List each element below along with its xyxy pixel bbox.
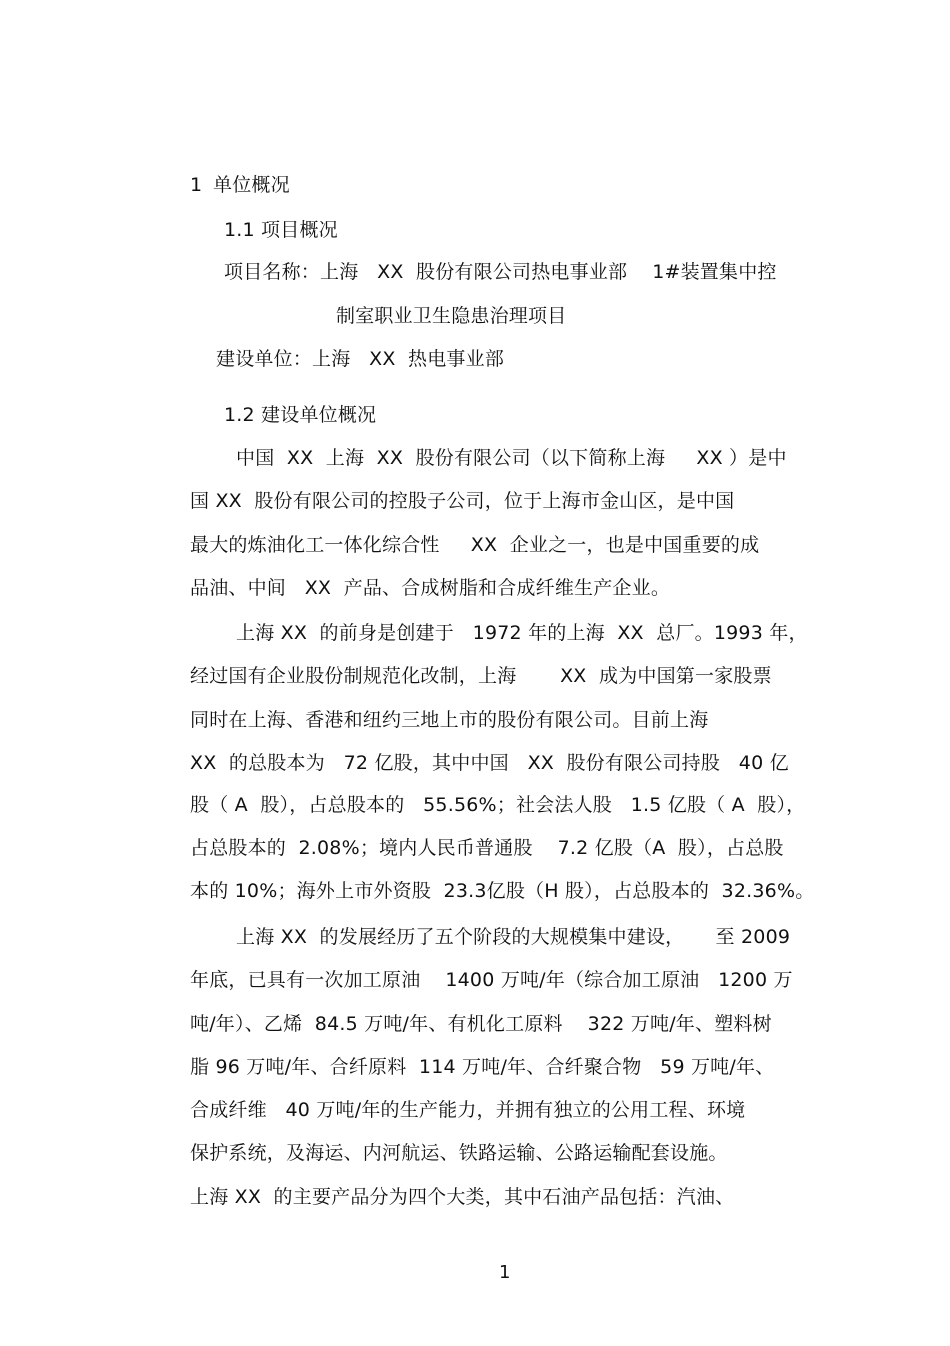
section-number: 1: [190, 174, 203, 196]
paragraph-line: 中国 XX 上海 XX 股份有限公司（以下简称上海 XX ）是中: [236, 447, 787, 469]
paragraph-line: 上海 XX 的发展经历了五个阶段的大规模集中建设， 至 2009: [236, 926, 791, 948]
paragraph-line: 最大的炼油化工一体化综合性 XX 企业之一，也是中国重要的成: [190, 534, 760, 556]
page-number: 1: [499, 1262, 511, 1283]
paragraph-line: 吨/年）、乙烯 84.5 万吨/年、有机化工原料 322 万吨/年、塑料树: [190, 1013, 772, 1035]
paragraph-line: 合成纤维 40 万吨/年的生产能力，并拥有独立的公用工程、环境: [190, 1099, 746, 1121]
paragraph-line: XX 的总股本为 72 亿股，其中中国 XX 股份有限公司持股 40 亿: [190, 752, 789, 774]
paragraph-line: 脂 96 万吨/年、合纤原料 114 万吨/年、合纤聚合物 59 万吨/年、: [190, 1056, 775, 1078]
paragraph-line: 占总股本的 2.08%；境内人民币普通股 7.2 亿股（A 股），占总股: [190, 837, 784, 859]
paragraph-line: 保护系统，及海运、内河航运、铁路运输、公路运输配套设施。: [190, 1142, 728, 1164]
paragraph-line: 股（ A 股），占总股本的 55.56%；社会法人股 1.5 亿股（ A 股），: [190, 794, 806, 816]
subsection-heading-1-2: 1.2 建设单位概况: [224, 404, 377, 426]
paragraph-line: 上海 XX 的主要产品分为四个大类，其中石油产品包括：汽油、: [190, 1186, 735, 1208]
paragraph-line: 本的 10%；海外上市外资股 23.3亿股（H 股），占总股本的 32.36%。: [190, 880, 815, 902]
project-name-line-1: 项目名称：上海 XX 股份有限公司热电事业部 1#装置集中控: [224, 261, 777, 283]
paragraph-line: 上海 XX 的前身是创建于 1972 年的上海 XX 总厂。1993 年，: [236, 622, 808, 644]
construction-unit-line: 建设单位：上海 XX 热电事业部: [216, 348, 505, 370]
section-title: 单位概况: [213, 174, 290, 196]
paragraph-line: 年底，已具有一次加工原油 1400 万吨/年（综合加工原油 1200 万: [190, 969, 793, 991]
paragraph-line: 品油、中间 XX 产品、合成树脂和合成纤维生产企业。: [190, 577, 671, 599]
paragraph-line: 国 XX 股份有限公司的控股子公司，位于上海市金山区，是中国: [190, 490, 735, 512]
paragraph-line: 同时在上海、香港和纽约三地上市的股份有限公司。目前上海: [190, 709, 709, 731]
paragraph-line: 经过国有企业股份制规范化改制，上海 XX 成为中国第一家股票: [190, 665, 772, 687]
project-name-line-2: 制室职业卫生隐患治理项目: [336, 305, 567, 327]
subsection-heading-1-1: 1.1 项目概况: [224, 219, 338, 241]
